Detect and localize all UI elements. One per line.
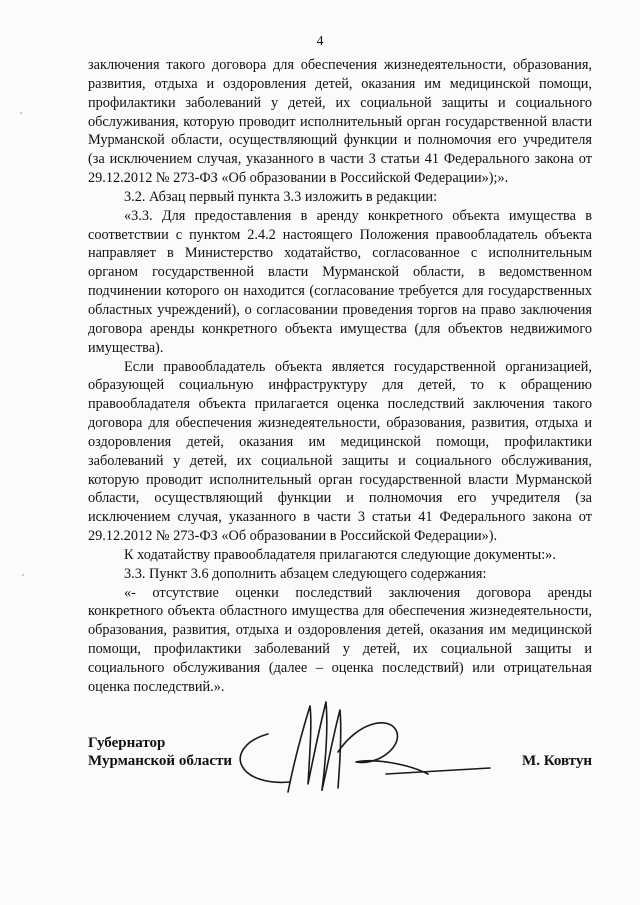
scan-speck [22, 574, 24, 576]
paragraph-2: 3.2. Абзац первый пункта 3.3 изложить в редакции: [124, 188, 438, 205]
paragraph-5: К ходатайству правообладателя прилагаются следующие документы:». [124, 546, 556, 563]
paragraph-1: заключения такого договора для обеспечения жизнедеятельности, образования, развития, отдыха и оздоровления детей, оказания им медицинской помощи, профилактики заболеваний у детей, их социальной защиты и социального обслуживания, которую проводит исполнительный орган государственной власти Мурманской области, осуществляющий функции и полномочия его учредителя (за исключением случая, указанного в части 3 статьи 41 Федерального закона от 29.12.2012 № 273-ФЗ «Об образовании в Российской Федерации»);». [88, 57, 592, 187]
scan-speck [20, 112, 22, 114]
paragraph-4: Если правообладатель объекта является государственной организацией, образующей социальную инфраструктуру для детей, то к обращению правообладателя объекта прилагается оценка последствий заключения такого договора для обеспечения жизнедеятельности, образования, развития, отдыха и оздоровления детей, оказания им медицинской помощи, профилактики заболеваний у детей, их социальной защиты и социального обслуживания, которую проводит исполнительный орган государственной власти Мурманской области, осуществляющий функции и полномочия его учредителя (за исключением случая, указанного в части 3 статьи 41 Федерального закона от 29.12.2012 № 273-ФЗ «Об образовании в Российской Федерации»). [88, 358, 592, 545]
signature-block [88, 730, 592, 790]
paragraph-6: 3.3. Пункт 3.6 дополнить абзацем следующего содержания: [124, 565, 487, 582]
paragraph-3: «3.3. Для предоставления в аренду конкретного объекта имущества в соответствии с пунктом 2.4.2 настоящего Положения правообладатель объекта направляет в Министерство ходатайство, согласованное с исполнительным органом государственной власти Мурманской области, в ведомственном подчинении которого он находится (согласование требуется для государственных областных учреждений), о согласовании проведения торгов на право заключения договора аренды конкретного объекта имущества (для объектов недвижимого имущества). [88, 207, 592, 356]
signatory-title-line2: Мурманской области [88, 753, 233, 769]
paragraph-7: «- отсутствие оценки последствий заключения договора аренды конкретного объекта областного имущества для обеспечения жизнедеятельности, образования, развития, отдыха и оздоровления детей, оказания им медицинской помощи, профилактики заболеваний у детей, их социальной защиты и социального обслуживания (далее – оценка последствий) или отрицательная оценка последствий.». [88, 584, 592, 695]
signatory-title-line1: Губернатор [88, 735, 166, 751]
signatory-name: М. Ковтун [522, 753, 592, 769]
page-number: 4 [316, 34, 324, 49]
document-body [88, 56, 592, 697]
